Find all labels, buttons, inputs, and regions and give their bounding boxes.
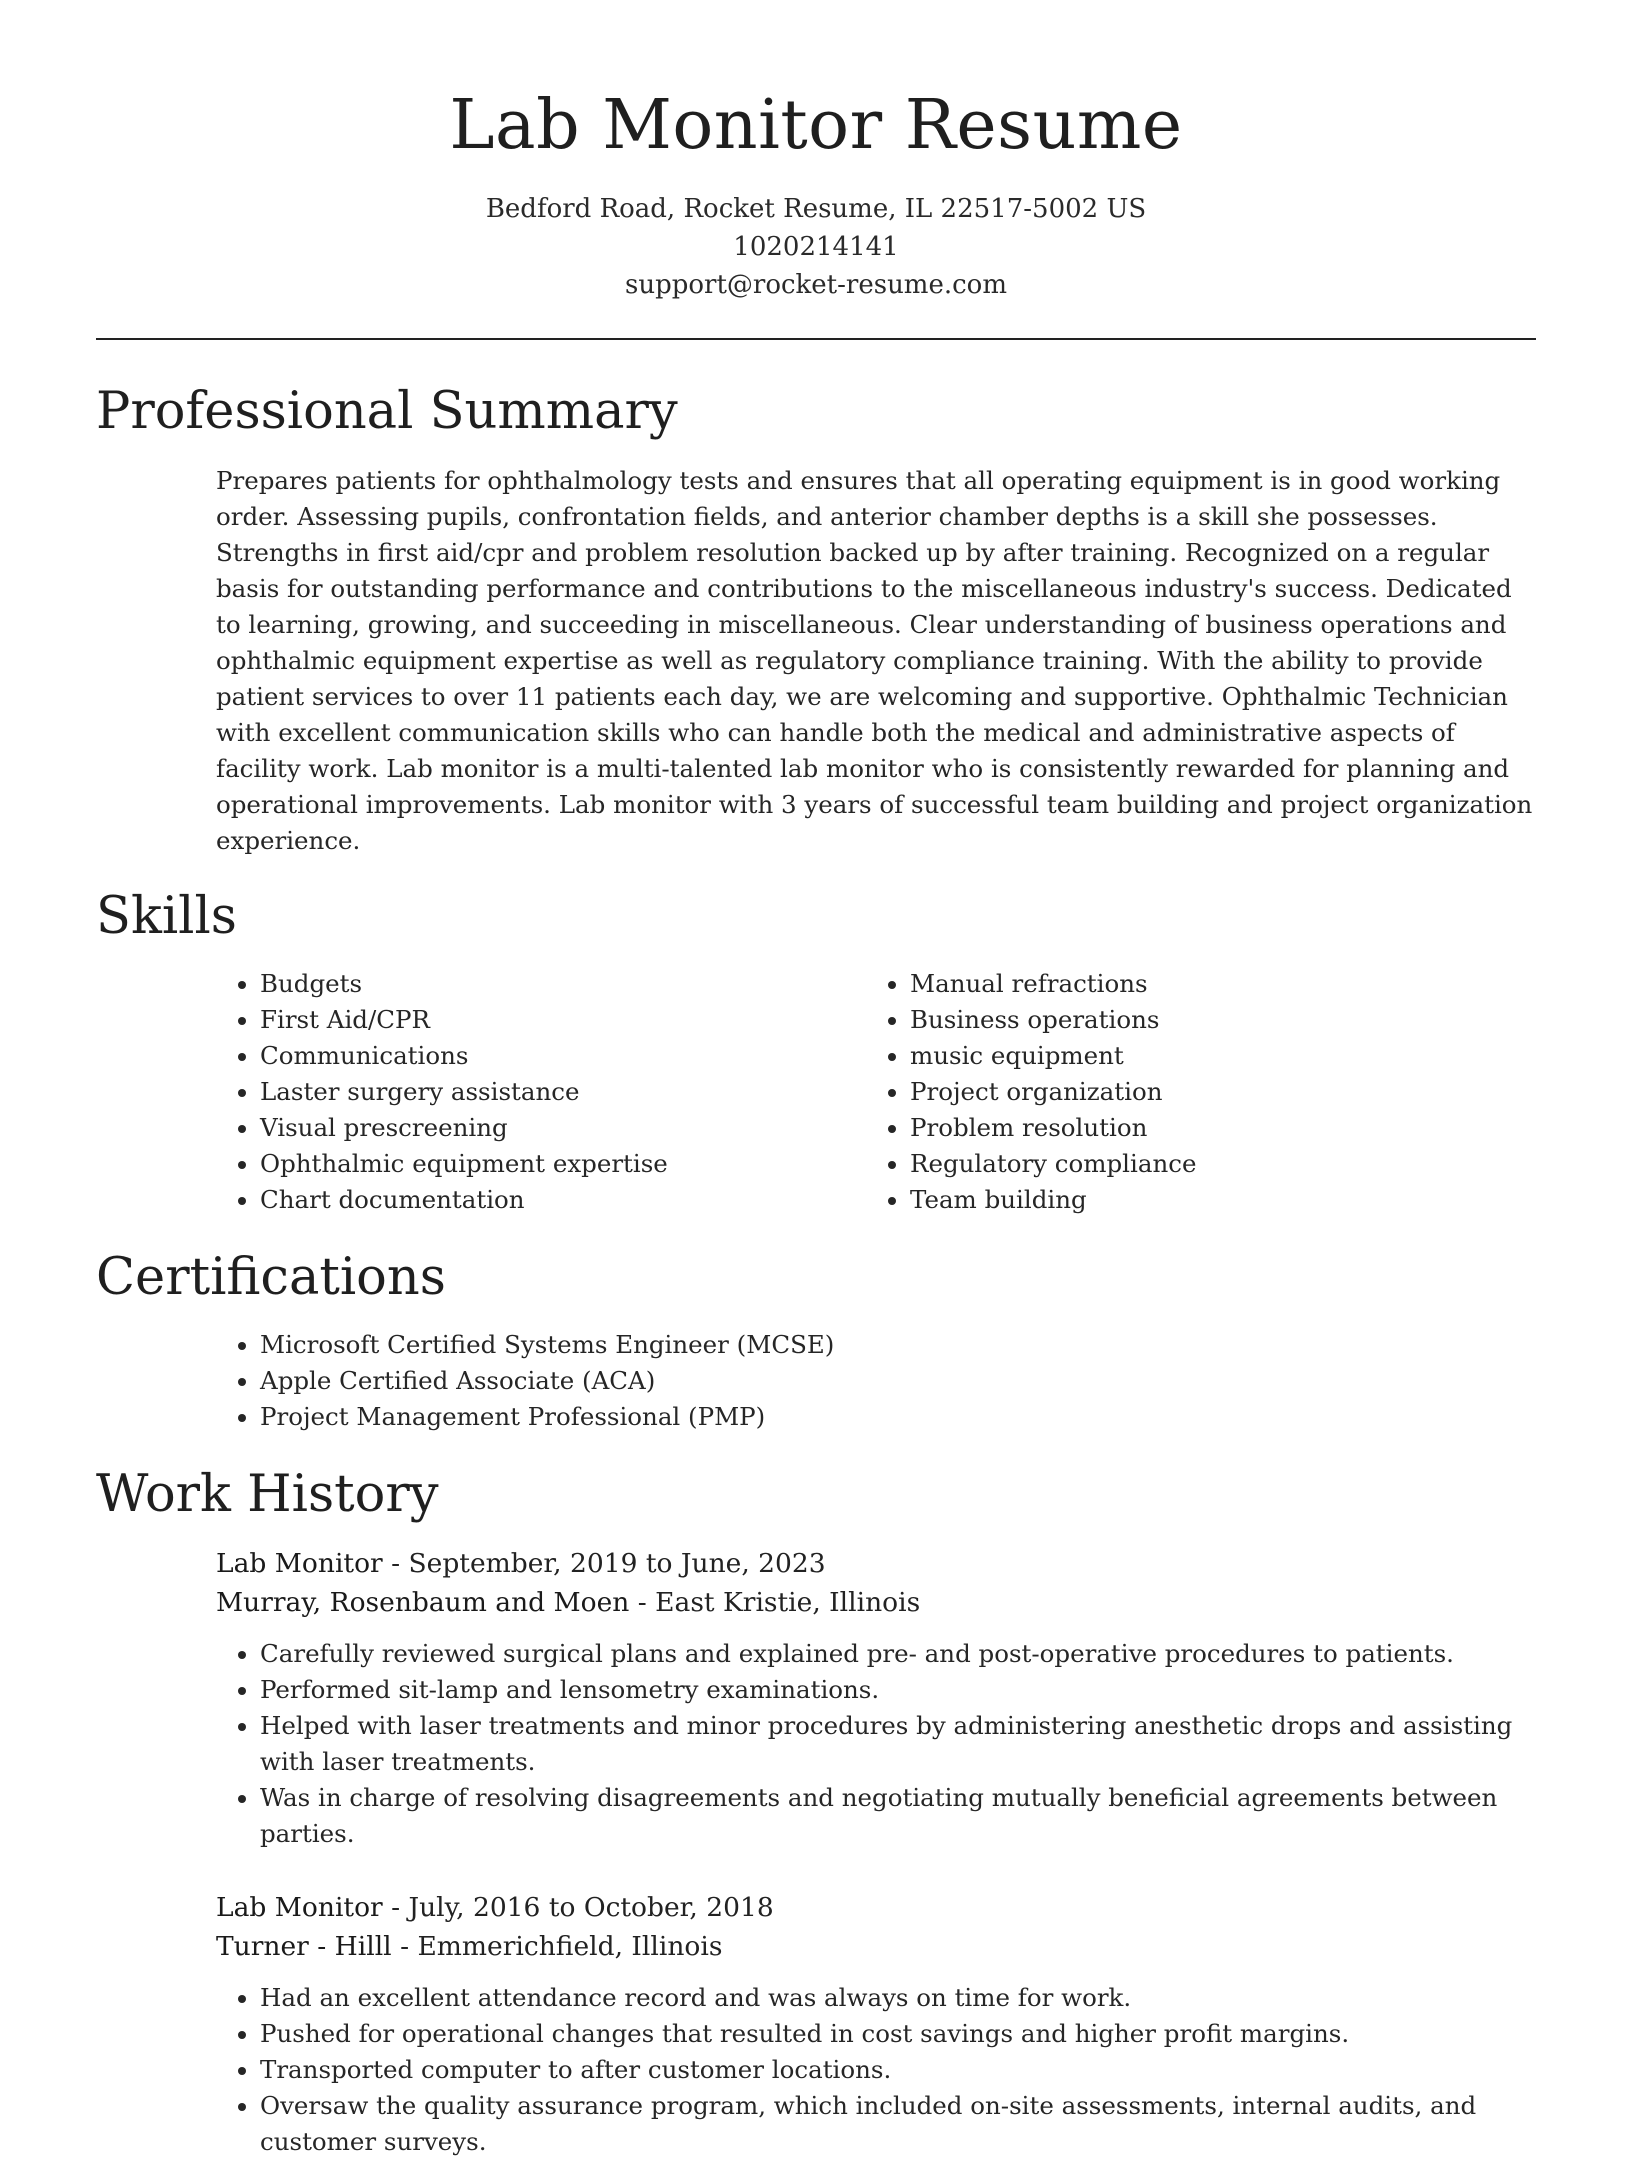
skill-item: • Budgets (260, 966, 866, 1002)
job-bullet: • Pushed for operational changes that resulted in cost savings and higher profit margins. (260, 2016, 1536, 2052)
job-bullet: • Had an excellent attendance record and was always on time for work. (260, 1980, 1536, 2016)
header-divider (96, 338, 1536, 340)
job-bullet: • Oversaw the quality assurance program, which included on-site assessments, internal audits, and customer surveys. (260, 2088, 1536, 2160)
skill-item: • First Aid/CPR (260, 1002, 866, 1038)
work-history-heading: Work History (96, 1465, 439, 1524)
skills-heading: Skills (96, 887, 237, 946)
contact-email: support@rocket-resume.com (624, 270, 1007, 300)
skill-item: • Laster surgery assistance (260, 1074, 866, 1110)
certifications-heading: Certifications (96, 1248, 446, 1307)
job-title: Lab Monitor (216, 1892, 383, 1923)
resume-title: Lab Monitor Resume (449, 86, 1183, 165)
skill-item: • Regulatory compliance (910, 1146, 1516, 1182)
certification-item: • Project Management Professional (PMP) (260, 1399, 1536, 1435)
certifications-block (216, 1327, 1536, 1435)
certifications-list (216, 1327, 1536, 1435)
summary-text: Prepares patients for ophthalmology tests and ensures that all operating equipment is in good working order. Assessing pupils, confrontation fields, and anterior chamber depths is a skill she possesses. Strengths in first aid/cpr and problem resolution backed up by after training. Recognized on a regular basis for outstanding performance and contributions to the miscellaneous industry's success. Dedicated to learning, growing, and succeeding in miscellaneous. Clear understanding of business operations and ophthalmic equipment expertise as well as regulatory compliance training. With the ability to provide patient services to over 11 patients each day, we are welcoming and supportive. Ophthalmic Technician with excellent communication skills who can handle both the medical and administrative aspects of facility work. Lab monitor is a multi-talented lab monitor who is consistently rewarded for planning and operational improvements. Lab monitor with 3 years of successful team building and project organization experience. (216, 466, 1533, 855)
job-bullet: • Transported computer to after customer locations. (260, 2052, 1536, 2088)
skills-list-right (866, 966, 1516, 1218)
skills-list-left (216, 966, 866, 1218)
job-company: Turner - Hilll (216, 1931, 392, 1962)
skill-item: • Business operations (910, 1002, 1516, 1038)
job-title-line (216, 1544, 1536, 1583)
job-title-line (216, 1888, 1536, 1927)
skill-item: • Problem resolution (910, 1110, 1516, 1146)
skill-item: • music equipment (910, 1038, 1516, 1074)
skill-item: • Project organization (910, 1074, 1516, 1110)
certification-item: • Apple Certified Associate (ACA) (260, 1363, 1536, 1399)
job-dates: - July, 2016 to October, 2018 (382, 1892, 774, 1923)
job-bullets (216, 1636, 1536, 1852)
contact-address: Bedford Road, Rocket Resume, IL 22517-5002 US (485, 194, 1147, 224)
summary-heading: Professional Summary (96, 382, 678, 441)
skill-item: • Chart documentation (260, 1182, 866, 1218)
job-title: Lab Monitor (216, 1548, 383, 1579)
contact-phone: 1020214141 (733, 232, 899, 262)
job-company: Murray, Rosenbaum and Moen (216, 1587, 630, 1618)
job-bullets (216, 1980, 1536, 2160)
skill-item: • Team building (910, 1182, 1516, 1218)
job-company-line (216, 1927, 1536, 1966)
job-location: - East Kristie, Illinois (629, 1587, 921, 1618)
contact-block (96, 190, 1536, 304)
job-entry (216, 1544, 1536, 1852)
skill-item: • Visual prescreening (260, 1110, 866, 1146)
job-location: - Emmerichfield, Illinois (391, 1931, 723, 1962)
job-company-line (216, 1583, 1536, 1622)
job-bullet: • Was in charge of resolving disagreements and negotiating mutually beneficial agreements between parties. (260, 1780, 1536, 1852)
skills-columns (216, 966, 1536, 1218)
job-bullet: • Carefully reviewed surgical plans and explained pre- and post-operative procedures to patients. (260, 1636, 1536, 1672)
skill-item: • Communications (260, 1038, 866, 1074)
skill-item: • Ophthalmic equipment expertise (260, 1146, 866, 1182)
skill-item: • Manual refractions (910, 966, 1516, 1002)
certification-item: • Microsoft Certified Systems Engineer (MCSE) (260, 1327, 1536, 1363)
job-bullet: • Performed sit-lamp and lensometry examinations. (260, 1672, 1536, 1708)
job-bullet: • Helped with laser treatments and minor procedures by administering anesthetic drops and assisting with laser treatments. (260, 1708, 1536, 1780)
job-entry (216, 1888, 1536, 2160)
job-dates: - September, 2019 to June, 2023 (382, 1548, 826, 1579)
